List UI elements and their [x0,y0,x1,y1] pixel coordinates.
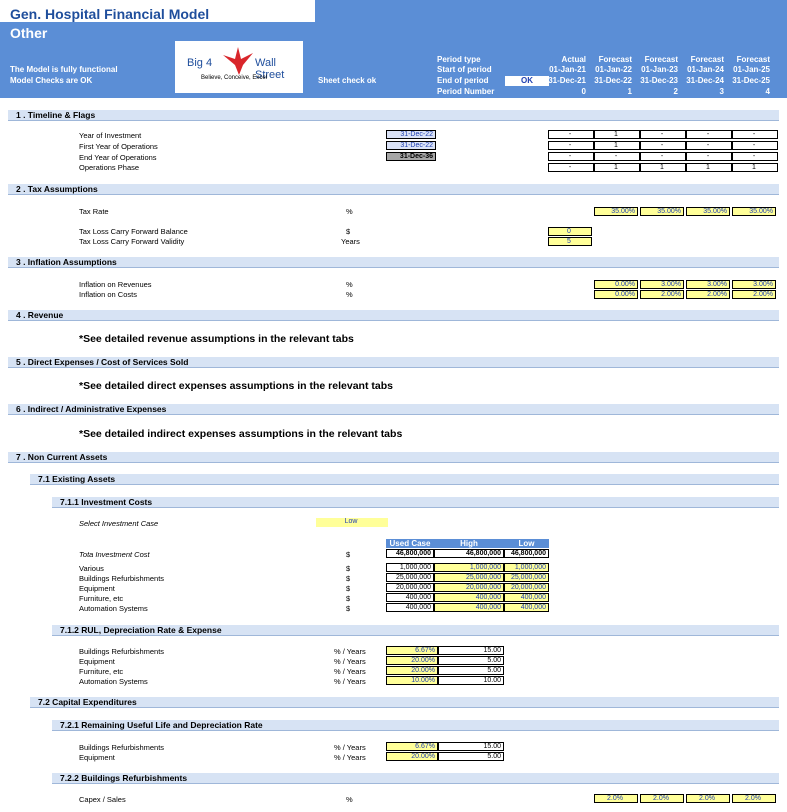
investment-low-input[interactable]: 400,000 [504,593,549,602]
investment-case-label: Select Investment Case [79,519,159,528]
period-type: Actual [561,55,586,64]
flag-cell: - [686,130,732,139]
period-end: 31-Dec-23 [640,76,678,85]
investment-used-case: 400,000 [386,603,434,612]
row-label: Operations Phase [79,163,140,172]
investment-high-input[interactable]: 400,000 [434,603,504,612]
revenue-note: *See detailed revenue assumptions in the relevant tabs [79,333,354,345]
subsection-rul-depreciation: 7.1.2 RUL, Depreciation Rate & Expense [52,625,779,636]
capex-rul-years: 15.00 [438,742,504,751]
flag-cell: 1 [640,163,686,172]
subsection-remaining-useful-life: 7.2.1 Remaining Useful Life and Depreciation Rate [52,720,779,731]
section-inflation-assumptions: 3 . Inflation Assumptions [8,257,779,268]
rul-unit: % / Years [334,677,366,686]
rul-years: 15.00 [438,646,504,655]
first-year-operations-input[interactable]: 31-Dec-22 [386,141,436,150]
column-used-case: Used Case [386,539,434,548]
indirect-expenses-note: *See detailed indirect expenses assumptions in the relevant tabs [79,428,403,440]
investment-item-label: Automation Systems [79,604,148,613]
period-start: 01-Jan-24 [687,65,724,74]
flag-cell: - [640,130,686,139]
rul-label: Equipment [79,657,115,666]
investment-item-unit: $ [346,574,351,583]
investment-low-input[interactable]: 400,000 [504,603,549,612]
investment-case-select[interactable]: Low [316,518,388,527]
inflation-revenues-input[interactable]: 3.00% [686,280,730,289]
depreciation-rate-input[interactable]: 20.00% [386,666,438,675]
period-type: Forecast [690,55,724,64]
total-low: 46,800,000 [504,549,549,558]
investment-item-unit: $ [346,604,351,613]
section-revenue: 4 . Revenue [8,310,779,321]
capex-rul-label: Buildings Refurbishments [79,743,165,752]
period-start: 01-Jan-25 [733,65,770,74]
flag-cell: - [732,141,778,150]
flag-cell: - [640,141,686,150]
capex-sales-input[interactable]: 2.0% [640,794,684,803]
investment-used-case: 20,000,000 [386,583,434,592]
period-start: 01-Jan-22 [595,65,632,74]
inflation-costs-unit: % [346,290,353,299]
investment-item-label: Furniture, etc [79,594,124,603]
flag-cell: - [732,130,778,139]
sheet-name: Other [10,25,48,41]
inflation-revenues-input[interactable]: 3.00% [640,280,684,289]
rul-unit: % / Years [334,647,366,656]
inflation-revenues-input[interactable]: 3.00% [732,280,776,289]
flag-cell: - [594,152,640,161]
header-band-top [315,0,787,22]
flags-grid [548,130,778,172]
row-label-start: Start of period [437,65,492,74]
capex-depreciation-rate-input[interactable]: 20.00% [386,752,438,761]
ok-indicator: OK [505,76,549,86]
status-line-1: The Model is fully functional [10,65,118,74]
investment-item-unit: $ [346,584,351,593]
tlcf-balance-input[interactable]: 0 [548,227,592,236]
period-start: 01-Jan-23 [641,65,678,74]
investment-used-case: 400,000 [386,593,434,602]
inflation-costs-input[interactable]: 2.00% [640,290,684,299]
inflation-costs-label: Inflation on Costs [79,290,137,299]
tlcf-validity-input[interactable]: 5 [548,237,592,246]
end-year-operations-value: 31-Dec-36 [386,152,436,161]
rul-years: 10.00 [438,676,504,685]
row-label-period-number: Period Number [437,87,495,96]
tax-rate-input[interactable]: 35.00% [732,207,776,216]
period-number: 1 [627,87,632,96]
period-number: 3 [719,87,724,96]
row-label: First Year of Operations [79,142,158,151]
tlcf-validity-unit: Years [341,237,360,246]
investment-item-unit: $ [346,564,351,573]
rul-label: Furniture, etc [79,667,124,676]
rul-label: Buildings Refurbishments [79,647,165,656]
period-type: Forecast [644,55,678,64]
model-title: Gen. Hospital Financial Model [10,6,210,22]
investment-high-input[interactable]: 400,000 [434,593,504,602]
sheet-check: Sheet check ok [318,76,377,85]
investment-item-label: Equipment [79,584,115,593]
capex-rul-unit: % / Years [334,753,366,762]
investment-used-case: 1,000,000 [386,563,434,572]
status-line-2: Model Checks are OK [10,76,93,85]
investment-item-label: Buildings Refurbishments [79,574,165,583]
subsection-buildings-refurbishments: 7.2.2 Buildings Refurbishments [52,773,779,784]
tlcf-balance-unit: $ [346,227,351,236]
tax-rate-unit: % [346,207,353,216]
period-end: 31-Dec-22 [594,76,632,85]
inflation-revenues-input[interactable]: 0.00% [594,280,638,289]
column-high: High [434,539,504,548]
rul-unit: % / Years [334,667,366,676]
flag-cell: - [732,152,778,161]
total-investment-unit: $ [346,550,351,559]
subsection-investment-costs: 7.1.1 Investment Costs [52,497,779,508]
capex-sales-input[interactable]: 2.0% [686,794,730,803]
investment-high-input[interactable]: 25,000,000 [434,573,504,582]
capex-rul-label: Equipment [79,753,115,762]
section-direct-expenses: 5 . Direct Expenses / Cost of Services Sold [8,357,779,368]
period-number: 4 [765,87,770,96]
period-end: 31-Dec-21 [548,76,586,85]
rul-label: Automation Systems [79,677,148,686]
investment-used-case: 25,000,000 [386,573,434,582]
capex-sales-input[interactable]: 2.0% [732,794,776,803]
period-end: 31-Dec-25 [732,76,770,85]
depreciation-rate-input[interactable]: 20.00% [386,656,438,665]
flag-cell: - [548,130,594,139]
inflation-costs-input[interactable]: 0.00% [594,290,638,299]
capex-sales-label: Capex / Sales [79,795,126,804]
period-type: Forecast [736,55,770,64]
rul-unit: % / Years [334,657,366,666]
total-high: 46,800,000 [434,549,504,558]
tax-rate-input[interactable]: 35.00% [594,207,638,216]
flag-cell: 1 [686,163,732,172]
subsection-capital-expenditures: 7.2 Capital Expenditures [30,697,779,708]
direct-expenses-note: *See detailed direct expenses assumptions in the relevant tabs [79,380,393,392]
capex-sales-input[interactable]: 2.0% [594,794,638,803]
depreciation-rate-input[interactable]: 10.00% [386,676,438,685]
tlcf-balance-label: Tax Loss Carry Forward Balance [79,227,188,236]
section-indirect-expenses: 6 . Indirect / Administrative Expenses [8,404,779,415]
inflation-costs-input[interactable]: 2.00% [732,290,776,299]
row-label-end: End of period [437,76,489,85]
flag-cell: 1 [594,141,640,150]
tax-rate-label: Tax Rate [79,207,109,216]
rul-years: 5.00 [438,656,504,665]
capex-rul-years: 5.00 [438,752,504,761]
eagle-icon [221,43,255,77]
logo-tagline: Believe, Conceive, Excel [201,75,268,81]
flag-cell: - [640,152,686,161]
flag-cell: 1 [594,130,640,139]
flag-cell: - [548,152,594,161]
investment-low-input[interactable]: 1,000,000 [504,563,549,572]
depreciation-rate-input[interactable]: 6.67% [386,646,438,655]
period-start: 01-Jan-21 [549,65,586,74]
row-label: End Year of Operations [79,153,157,162]
period-type: Forecast [598,55,632,64]
investment-low-input[interactable]: 20,000,000 [504,583,549,592]
investment-low-input[interactable]: 25,000,000 [504,573,549,582]
row-label-period-type: Period type [437,55,481,64]
total-used-case: 46,800,000 [386,549,434,558]
period-end: 31-Dec-24 [686,76,724,85]
flag-cell: 1 [594,163,640,172]
tax-rate-input[interactable]: 35.00% [686,207,730,216]
flag-cell: - [686,141,732,150]
logo-text-left: Big 4 [187,57,213,69]
section-timeline-flags: 1 . Timeline & Flags [8,110,779,121]
capex-depreciation-rate-input[interactable]: 6.67% [386,742,438,751]
investment-high-input[interactable]: 20,000,000 [434,583,504,592]
tlcf-validity-label: Tax Loss Carry Forward Validity [79,237,185,246]
investment-item-label: Various [79,564,104,573]
rul-years: 5.00 [438,666,504,675]
year-of-investment-input[interactable]: 31-Dec-22 [386,130,436,139]
capex-sales-unit: % [346,795,353,804]
flag-cell: - [548,163,594,172]
row-label: Year of Investment [79,131,142,140]
logo-text-right: Wall Street [255,57,285,81]
subsection-existing-assets: 7.1 Existing Assets [30,474,779,485]
flag-cell: - [548,141,594,150]
company-logo [175,41,303,93]
total-investment-label: Tota Investment Cost [79,550,150,559]
section-tax-assumptions: 2 . Tax Assumptions [8,184,779,195]
inflation-revenues-unit: % [346,280,353,289]
flag-cell: 1 [732,163,778,172]
inflation-costs-input[interactable]: 2.00% [686,290,730,299]
investment-high-input[interactable]: 1,000,000 [434,563,504,572]
period-number: 2 [673,87,678,96]
flag-cell: - [686,152,732,161]
inflation-revenues-label: Inflation on Revenues [79,280,152,289]
tax-rate-input[interactable]: 35.00% [640,207,684,216]
section-non-current-assets: 7 . Non Current Assets [8,452,779,463]
capex-rul-unit: % / Years [334,743,366,752]
investment-item-unit: $ [346,594,351,603]
column-low: Low [504,539,549,548]
period-number: 0 [581,87,586,96]
